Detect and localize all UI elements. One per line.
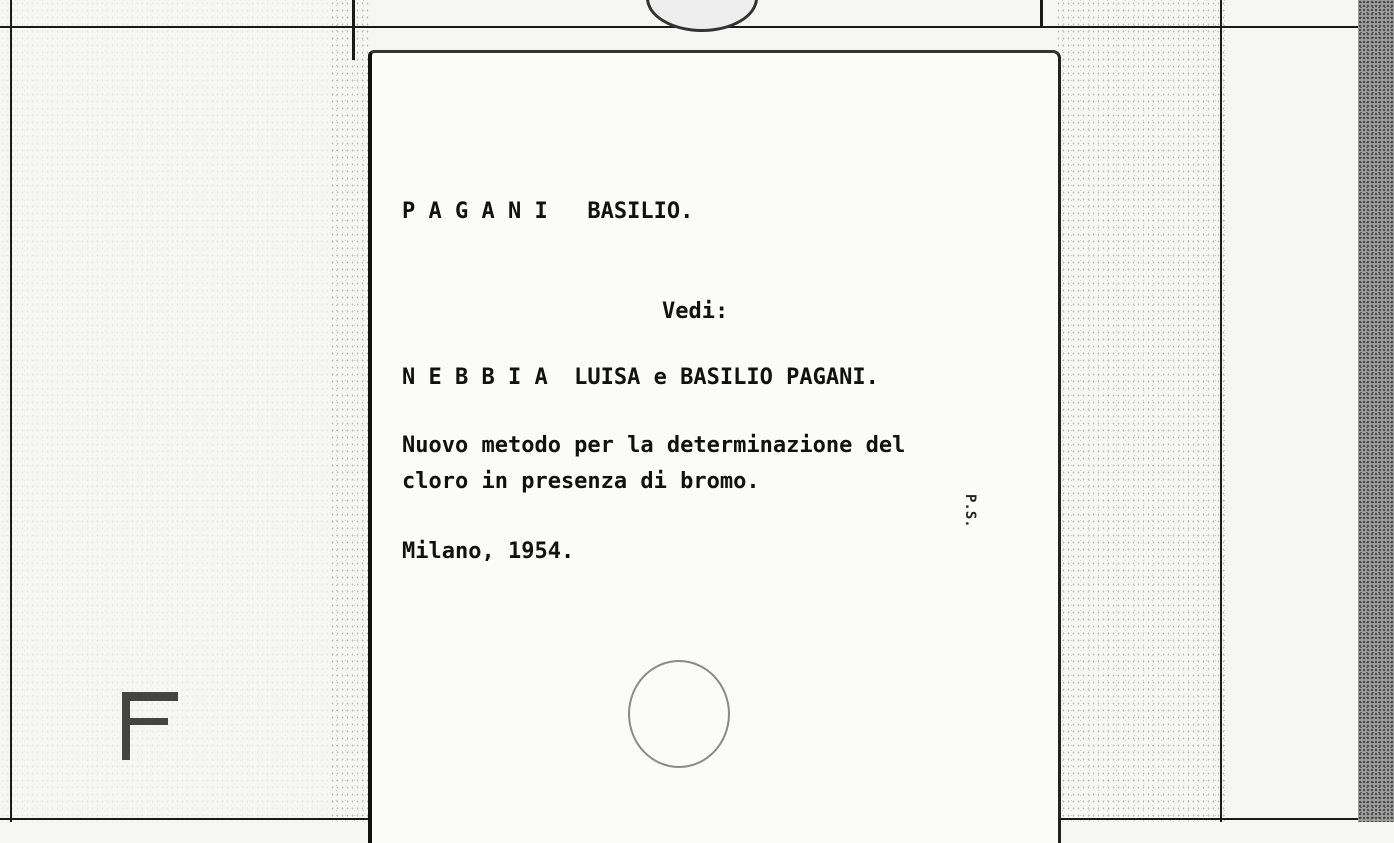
left-edge-texture	[330, 0, 370, 822]
card-slot-line-right	[1040, 0, 1043, 28]
title-line-1: Nuovo metodo per la determinazione del	[402, 433, 906, 458]
card-slot-line-left	[352, 0, 355, 60]
card-heading: P A G A N I BASILIO.	[402, 199, 694, 224]
authors-line: N E B B I A LUISA e BASILIO PAGANI.	[402, 365, 879, 390]
see-label: Vedi:	[662, 299, 729, 324]
right-edge-texture	[1056, 0, 1226, 822]
right-frame-line	[1220, 0, 1222, 822]
left-frame-line	[10, 0, 12, 822]
punch-hole	[628, 660, 730, 768]
right-edge-strip	[1358, 0, 1394, 822]
title-line-2: cloro in presenza di bromo.	[402, 469, 760, 494]
margin-note: P.S.	[962, 494, 978, 528]
corner-mark-icon	[122, 688, 178, 762]
place-year: Milano, 1954.	[402, 539, 575, 564]
